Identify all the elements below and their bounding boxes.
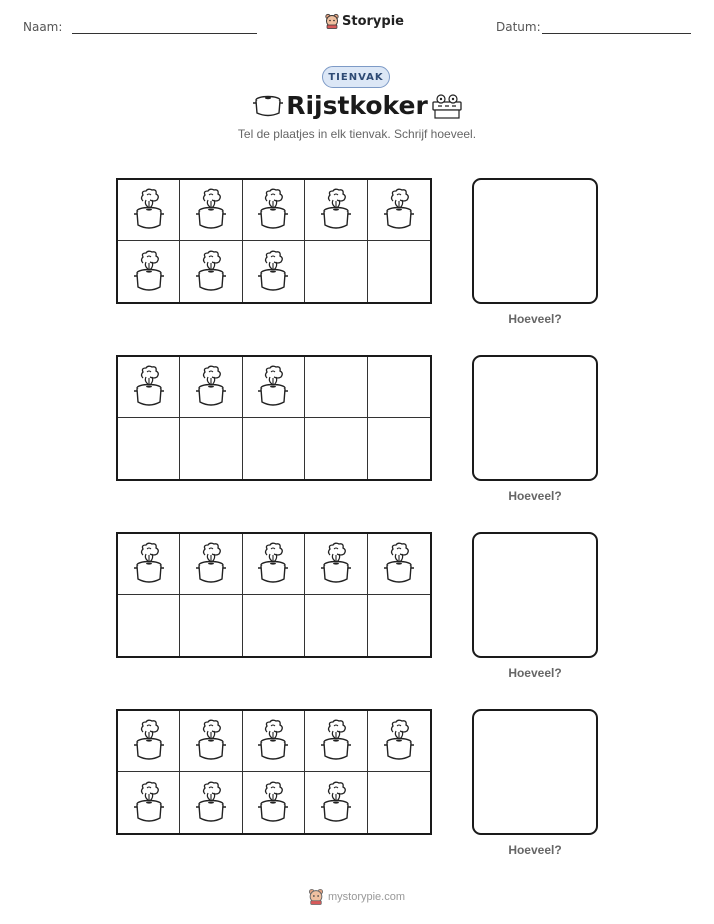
rice-cooker-icon	[319, 718, 353, 764]
rice-cooker-icon	[194, 541, 228, 587]
rice-cooker-icon	[194, 718, 228, 764]
ten-frame-cell	[118, 241, 180, 302]
brand-name: Storypie	[342, 13, 404, 29]
rice-cooker-icon	[382, 718, 416, 764]
rice-cooker-icon	[256, 541, 290, 587]
ten-frame-cell	[305, 418, 367, 479]
ten-frame-cell	[243, 418, 305, 479]
ten-frame-cell	[368, 418, 430, 479]
answer-label-2: Hoeveel?	[508, 489, 562, 503]
ten-frame-cell	[305, 357, 367, 418]
rice-cooker-icon	[319, 541, 353, 587]
rice-cooker-icon	[382, 541, 416, 587]
storypie-logo-icon	[325, 13, 339, 29]
rice-cooker-icon	[132, 541, 166, 587]
ten-frame-cell	[243, 357, 305, 418]
answer-box-3[interactable]	[472, 532, 598, 658]
ten-frame-cell	[180, 241, 242, 302]
answer-label-1: Hoeveel?	[508, 312, 562, 326]
ten-frame-cell	[180, 418, 242, 479]
ten-frame-cell	[368, 595, 430, 656]
ten-frame-cell	[368, 711, 430, 772]
ten-frame-cell	[118, 595, 180, 656]
rice-cooker-icon	[382, 187, 416, 233]
ten-frame-cell	[243, 595, 305, 656]
rice-cooker-icon	[256, 187, 290, 233]
ten-frame-cell	[305, 180, 367, 241]
storypie-logo-icon	[308, 888, 324, 905]
ten-frame-cell	[180, 180, 242, 241]
ten-frame-cell	[243, 711, 305, 772]
instructions: Tel de plaatjes in elk tienvak. Schrijf hoeveel.	[237, 127, 477, 141]
name-label: Naam:	[23, 20, 63, 34]
ten-frame-cell	[368, 180, 430, 241]
ten-frame-cell	[243, 772, 305, 833]
stove-icon	[430, 93, 464, 121]
ten-frame-cell	[305, 772, 367, 833]
ten-frame-cell	[118, 180, 180, 241]
answer-box-2[interactable]	[472, 355, 598, 481]
rice-cooker-icon	[256, 364, 290, 410]
ten-frame-cell	[368, 772, 430, 833]
page-title: Rijstkoker	[286, 91, 428, 120]
ten-frame-2	[116, 355, 432, 481]
ten-frame-cell	[243, 180, 305, 241]
ten-frame-cell	[243, 241, 305, 302]
ten-frame-cell	[368, 357, 430, 418]
ten-frame-cell	[180, 357, 242, 418]
rice-cooker-icon	[319, 187, 353, 233]
ten-frame-cell	[305, 241, 367, 302]
answer-box-4[interactable]	[472, 709, 598, 835]
rice-cooker-icon	[132, 364, 166, 410]
ten-frame-cell	[368, 241, 430, 302]
ten-frame-cell	[180, 772, 242, 833]
ten-frame-cell	[180, 711, 242, 772]
footer	[308, 888, 405, 905]
rice-cooker-icon	[194, 364, 228, 410]
ten-frame-cell	[118, 772, 180, 833]
ten-frame-cell	[118, 711, 180, 772]
rice-cooker-icon	[319, 780, 353, 826]
rice-cooker-icon	[132, 718, 166, 764]
ten-frame-cell	[118, 418, 180, 479]
answer-label-4: Hoeveel?	[508, 843, 562, 857]
ten-frame-3	[116, 532, 432, 658]
ten-frame-cell	[305, 534, 367, 595]
category-badge: TIENVAK	[322, 66, 390, 88]
ten-frame-cell	[180, 595, 242, 656]
rice-cooker-icon	[132, 187, 166, 233]
answer-label-3: Hoeveel?	[508, 666, 562, 680]
ten-frame-cell	[118, 534, 180, 595]
ten-frame-cell	[368, 534, 430, 595]
rice-cooker-icon	[256, 718, 290, 764]
rice-cooker-icon	[132, 780, 166, 826]
rice-cooker-icon	[256, 780, 290, 826]
ten-frame-cell	[180, 534, 242, 595]
ten-frame-cell	[118, 357, 180, 418]
ten-frame-1	[116, 178, 432, 304]
rice-cooker-icon	[132, 249, 166, 295]
date-label: Datum:	[496, 20, 541, 34]
rice-cooker-icon	[256, 249, 290, 295]
brand-logo	[325, 13, 404, 29]
date-field[interactable]	[542, 33, 691, 34]
name-field[interactable]	[72, 33, 257, 34]
ten-frame-cell	[305, 711, 367, 772]
rice-cooker-icon	[194, 187, 228, 233]
rice-cooker-icon	[194, 780, 228, 826]
ten-frame-4	[116, 709, 432, 835]
rice-cooker-icon	[194, 249, 228, 295]
answer-box-1[interactable]	[472, 178, 598, 304]
ten-frame-cell	[243, 534, 305, 595]
ten-frame-cell	[305, 595, 367, 656]
footer-url: mystorypie.com	[328, 890, 406, 903]
